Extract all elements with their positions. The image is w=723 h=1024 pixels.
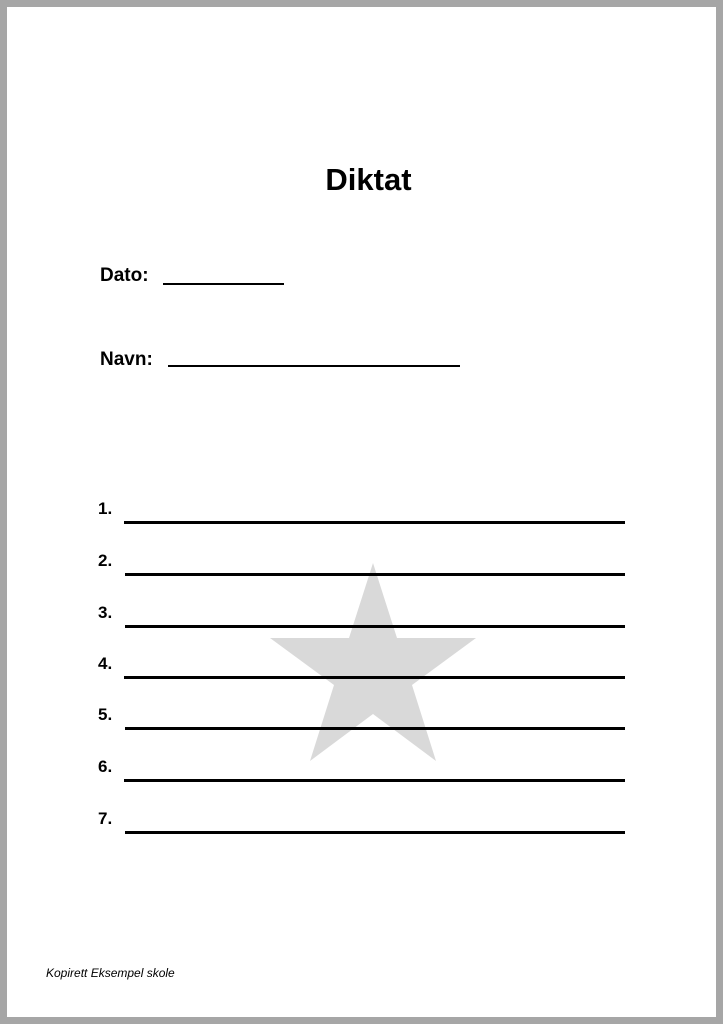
line-number-3: 3. <box>98 603 113 622</box>
copyright-footer: Kopirett Eksempel skole <box>46 966 175 980</box>
answer-line-7[interactable] <box>125 831 625 834</box>
name-write-line[interactable] <box>168 365 460 367</box>
date-write-line[interactable] <box>163 283 284 285</box>
page-title: Diktat <box>325 162 412 197</box>
line-number-7: 7. <box>98 809 113 828</box>
answer-line-2[interactable] <box>125 573 625 576</box>
answer-line-5[interactable] <box>125 727 625 730</box>
line-number-1: 1. <box>98 499 113 518</box>
name-label: Navn: <box>100 349 153 370</box>
answer-line-6[interactable] <box>124 779 625 782</box>
date-label: Dato: <box>100 265 149 286</box>
line-number-2: 2. <box>98 551 113 570</box>
answer-line-4[interactable] <box>124 676 625 679</box>
line-number-6: 6. <box>98 757 113 776</box>
line-number-5: 5. <box>98 705 113 724</box>
answer-line-3[interactable] <box>125 625 625 628</box>
answer-line-1[interactable] <box>124 521 625 524</box>
line-number-4: 4. <box>98 654 113 673</box>
star-icon <box>270 563 476 761</box>
